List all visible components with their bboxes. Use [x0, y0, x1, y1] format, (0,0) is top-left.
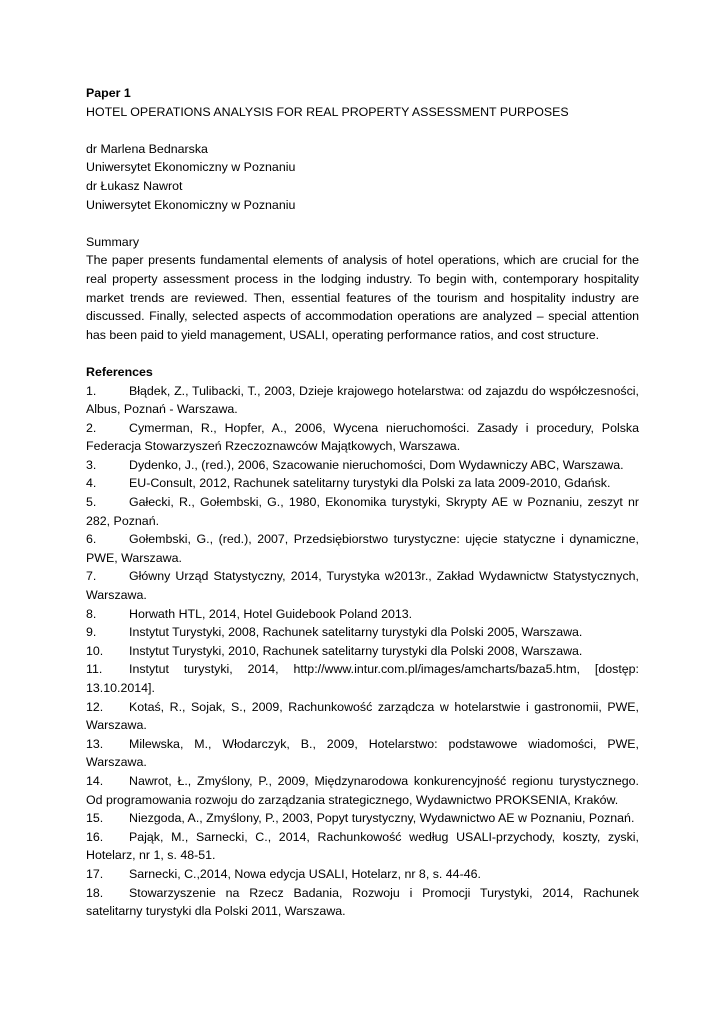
- spacer: [86, 121, 639, 140]
- reference-number: 15.: [86, 811, 104, 826]
- author-name: dr Łukasz Nawrot: [86, 178, 183, 193]
- spacer: [86, 214, 639, 233]
- reference-number: 4.: [86, 476, 97, 491]
- reference-item: [86, 456, 639, 475]
- reference-number: 8.: [86, 606, 97, 621]
- reference-number: 5.: [86, 495, 97, 510]
- spacer: [86, 344, 639, 363]
- author-affiliation: Uniwersytet Ekonomiczny w Poznaniu: [86, 160, 296, 175]
- reference-number: 11.: [86, 662, 103, 677]
- reference-text: Milewska, M., Włodarczyk, B., 2009, Hotelarstwo: podstawowe wiadomości, PWE, Warszawa.: [86, 736, 639, 770]
- reference-text: Gołembski, G., (red.), 2007, Przedsiębiorstwo turystyczne: ujęcie statyczne i dynamiczne, PWE, Warszawa.: [86, 532, 639, 565]
- reference-text: Kotaś, R., Sojak, S., 2009, Rachunkowość zarządcza w hotelarstwie i gastronomii, PWE, Warszawa.: [86, 699, 639, 733]
- author-affiliation: Uniwersytet Ekonomiczny w Poznaniu: [86, 197, 296, 212]
- reference-item: [86, 698, 639, 735]
- reference-number: 3.: [86, 457, 97, 472]
- reference-text: Dydenko, J., (red.), 2006, Szacowanie nieruchomości, Dom Wydawniczy ABC, Warszawa.: [129, 457, 624, 472]
- reference-number: 17.: [86, 866, 104, 881]
- reference-number: 12.: [86, 699, 104, 714]
- reference-item: [86, 884, 639, 921]
- references-list: [86, 382, 639, 921]
- reference-number: 10.: [86, 643, 104, 658]
- paper-label: Paper 1: [86, 86, 131, 100]
- reference-item: [86, 419, 639, 456]
- reference-text: Gałecki, R., Gołembski, G., 1980, Ekonomika turystyki, Skrypty AE w Poznaniu, zeszyt nr 282, Poznań.: [86, 495, 639, 528]
- reference-text: Cymerman, R., Hopfer, A., 2006, Wycena nieruchomości. Zasady i procedury, Polska Federacja Stowarzyszeń Rzeczoznawców Majątkowych, Warszawa.: [86, 420, 639, 454]
- reference-item: [86, 865, 639, 884]
- reference-text: Stowarzyszenie na Rzecz Badania, Rozwoju i Promocji Turystyki, 2014, Rachunek satelitarny turystyki dla Polski 2011, Warszawa.: [86, 885, 639, 919]
- reference-item: [86, 623, 639, 642]
- reference-number: 14.: [86, 773, 104, 788]
- reference-number: 13.: [86, 736, 104, 751]
- reference-item: [86, 567, 639, 604]
- reference-item: [86, 474, 639, 493]
- reference-number: 7.: [86, 569, 97, 584]
- reference-text: Błądek, Z., Tulibacki, T., 2003, Dzieje krajowego hotelarstwa: od zajazdu do współczesności, Albus, Poznań - Warszawa.: [86, 383, 639, 417]
- reference-item: [86, 660, 639, 697]
- reference-number: 6.: [86, 532, 97, 547]
- reference-text: Instytut Turystyki, 2010, Rachunek satelitarny turystyki dla Polski 2008, Warszawa.: [129, 643, 583, 658]
- reference-text: Główny Urząd Statystyczny, 2014, Turystyka w2013r., Zakład Wydawnictw Statystycznych, Warszawa.: [86, 569, 639, 603]
- reference-text: Horwath HTL, 2014, Hotel Guidebook Poland 2013.: [129, 606, 413, 621]
- reference-number: 9.: [86, 625, 97, 640]
- author-name: dr Marlena Bednarska: [86, 141, 208, 156]
- reference-text: Pająk, M., Sarnecki, C., 2014, Rachunkowość według USALI-przychody, koszty, zyski, Hotelarz, nr 1, s. 48-51.: [86, 829, 639, 863]
- reference-item: [86, 772, 639, 809]
- summary-heading: Summary: [86, 234, 140, 249]
- reference-item: [86, 493, 639, 530]
- reference-item: [86, 809, 639, 828]
- reference-number: 1.: [86, 383, 97, 398]
- reference-text: Instytut turystyki, 2014, http://www.intur.com.pl/images/amcharts/baza5.htm, [dostęp: 13.10.2014].: [86, 662, 639, 695]
- references-heading: References: [86, 364, 153, 379]
- reference-item: [86, 530, 639, 567]
- reference-item: [86, 828, 639, 865]
- summary-text: The paper presents fundamental elements of analysis of hotel operations, which are crucial for the real property assessment process in the lodging industry. To begin with, contemporary hospitality market trends are reviewed. Then, essential features of the tourism and hospitality industry are discussed. Finally, selected aspects of accommodation operations are analyzed – special attention has been paid to yield management, USALI, operating performance ratios, and cost structure.: [86, 253, 639, 342]
- reference-item: [86, 382, 639, 419]
- reference-number: 2.: [86, 420, 97, 435]
- reference-number: 16.: [86, 829, 104, 844]
- reference-text: Instytut Turystyki, 2008, Rachunek satelitarny turystyki dla Polski 2005, Warszawa.: [129, 625, 583, 640]
- reference-text: Nawrot, Ł., Zmyślony, P., 2009, Międzynarodowa konkurencyjność regionu turystycznego. Od programowania rozwoju do zarządzania strategicznego, Wydawnictwo PROKSENIA, Kraków.: [86, 773, 639, 807]
- reference-item: [86, 735, 639, 772]
- reference-item: [86, 642, 639, 661]
- paper-title: HOTEL OPERATIONS ANALYSIS FOR REAL PROPERTY ASSESSMENT PURPOSES: [86, 104, 569, 119]
- reference-item: [86, 605, 639, 624]
- reference-number: 18.: [86, 885, 104, 900]
- reference-text: Sarnecki, C.,2014, Nowa edycja USALI, Hotelarz, nr 8, s. 44-46.: [129, 866, 481, 881]
- reference-text: EU-Consult, 2012, Rachunek satelitarny turystyki dla Polski za lata 2009-2010, Gdańsk.: [129, 476, 611, 491]
- reference-text: Niezgoda, A., Zmyślony, P., 2003, Popyt turystyczny, Wydawnictwo AE w Poznaniu, Poznań.: [129, 811, 635, 826]
